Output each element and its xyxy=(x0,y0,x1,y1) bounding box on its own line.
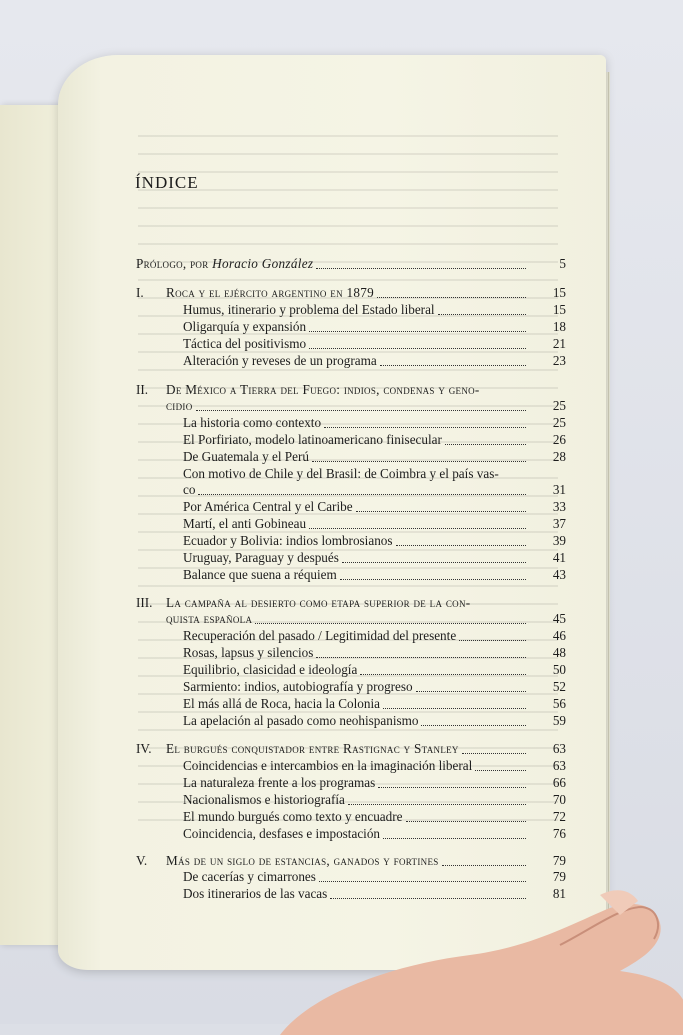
author-name: Horacio González xyxy=(212,256,314,271)
book-page xyxy=(58,55,606,970)
dot-leader xyxy=(309,331,526,332)
page-number: 76 xyxy=(552,826,566,841)
entry-title xyxy=(183,644,313,662)
page-number: 31 xyxy=(552,482,566,497)
toc-entry xyxy=(58,397,606,415)
dot-leader xyxy=(406,821,526,822)
dot-leader xyxy=(475,770,526,771)
toc-entry xyxy=(58,352,606,370)
entry-title-text: El Porfiriato, modelo latinoamericano finisecular xyxy=(183,432,442,447)
entry-title xyxy=(183,757,472,775)
page-number: 41 xyxy=(552,550,566,565)
entry-title-text: Coincidencia, desfases e impostación xyxy=(183,826,381,841)
entry-title xyxy=(183,566,337,584)
page-number: 52 xyxy=(552,679,566,694)
entry-title xyxy=(183,414,321,432)
entry-title xyxy=(183,352,377,370)
entry-title xyxy=(183,549,339,567)
entry-title xyxy=(183,868,316,886)
toc-entry xyxy=(58,515,606,533)
entry-title xyxy=(183,481,195,499)
page-number: 39 xyxy=(552,533,566,548)
hand xyxy=(270,885,683,1035)
toc-entry xyxy=(58,498,606,516)
entry-title xyxy=(183,301,435,319)
dot-leader xyxy=(445,444,526,445)
entry-title xyxy=(136,255,313,273)
entry-title-text: Ecuador y Bolivia: indios lombrosianos xyxy=(183,533,393,548)
page-title: ÍNDICE xyxy=(135,173,199,192)
toc-entry xyxy=(58,318,606,336)
dot-leader xyxy=(319,881,526,882)
page-number: 23 xyxy=(552,353,566,368)
toc-entry xyxy=(58,610,606,628)
dot-leader xyxy=(416,691,526,692)
toc-entry xyxy=(58,791,606,809)
toc-entry xyxy=(58,740,606,758)
entry-title-text: La apelación al pasado como neohispanismo xyxy=(183,713,419,728)
entry-title-text: De Guatemala y el Perú xyxy=(183,449,309,464)
dot-leader xyxy=(377,297,526,298)
dot-leader xyxy=(340,579,526,580)
toc-entry xyxy=(58,284,606,302)
entry-title-text: cidio xyxy=(166,398,193,413)
page-number: 79 xyxy=(552,869,566,884)
entry-title-text: Martí, el anti Gobineau xyxy=(183,516,307,531)
entry-title-text: co xyxy=(183,482,196,497)
toc-entry xyxy=(58,414,606,432)
toc-entry xyxy=(58,757,606,775)
page-number: 63 xyxy=(552,758,566,773)
dot-leader xyxy=(380,365,526,366)
page-number: 33 xyxy=(552,499,566,514)
dot-leader xyxy=(396,545,526,546)
page-number: 63 xyxy=(552,741,566,756)
toc-entry xyxy=(58,431,606,449)
entry-title-text: Coincidencias e intercambios en la imaginación liberal xyxy=(183,758,473,773)
entry-title xyxy=(166,740,459,758)
entry-title-text: De México a Tierra del Fuego: indios, condenas y geno- xyxy=(166,382,480,397)
entry-title xyxy=(166,284,374,302)
page-number: 48 xyxy=(552,645,566,660)
dot-leader xyxy=(438,314,526,315)
entry-title xyxy=(183,515,306,533)
page-number: 66 xyxy=(552,775,566,790)
entry-title xyxy=(166,610,252,628)
toc-entry xyxy=(58,532,606,550)
toc-entry xyxy=(58,481,606,499)
entry-title-text: Equilibrio, clasicidad e ideología xyxy=(183,662,358,677)
page-number: 21 xyxy=(552,336,566,351)
entry-title-text: Roca y el ejército argentino en 1879 xyxy=(166,285,375,300)
page-number: 25 xyxy=(552,398,566,413)
entry-title xyxy=(183,318,306,336)
entry-title-text: Por América Central y el Caribe xyxy=(183,499,353,514)
entry-title-text: La campaña al desierto como etapa superior de la con- xyxy=(166,595,471,610)
entry-title-text: Táctica del positivismo xyxy=(183,336,307,351)
table-of-contents xyxy=(58,55,606,970)
entry-title xyxy=(183,532,393,550)
entry-title-text: Dos itinerarios de las vacas xyxy=(183,886,328,901)
page-number: 45 xyxy=(552,611,566,626)
entry-title xyxy=(183,808,403,826)
page-number: 50 xyxy=(552,662,566,677)
dot-leader xyxy=(348,804,526,805)
dot-leader xyxy=(255,623,526,624)
entry-title-text: Oligarquía y expansión xyxy=(183,319,307,334)
page-number: 72 xyxy=(552,809,566,824)
entry-title xyxy=(183,774,375,792)
toc-entry xyxy=(58,335,606,353)
entry-title xyxy=(183,661,357,679)
toc-entry xyxy=(58,549,606,567)
dot-leader xyxy=(316,657,526,658)
dot-leader xyxy=(342,562,526,563)
page-number: 43 xyxy=(552,567,566,582)
toc-entry xyxy=(58,774,606,792)
entry-title xyxy=(183,448,309,466)
page-number: 59 xyxy=(552,713,566,728)
entry-title xyxy=(183,431,442,449)
dot-leader xyxy=(383,838,526,839)
page-number: 5 xyxy=(559,256,566,271)
entry-title-text: Nacionalismos e historiografía xyxy=(183,792,345,807)
dot-leader xyxy=(196,410,526,411)
entry-title-text: Más de un siglo de estancias, ganados y fortines xyxy=(166,853,439,868)
chapter-number: III. xyxy=(136,595,153,610)
toc-entry xyxy=(58,301,606,319)
entry-title-text: Con motivo de Chile y del Brasil: de Coimbra y el país vas- xyxy=(183,466,499,481)
entry-title-text: El más allá de Roca, hacia la Colonia xyxy=(183,696,381,711)
dot-leader xyxy=(356,511,526,512)
chapter-number: I. xyxy=(136,285,144,300)
entry-title xyxy=(183,825,380,843)
toc-entry xyxy=(58,644,606,662)
toc-entry xyxy=(58,661,606,679)
dot-leader xyxy=(309,528,526,529)
page-number: 15 xyxy=(552,285,566,300)
page-number: 18 xyxy=(552,319,566,334)
entry-title xyxy=(183,627,456,645)
entry-title-text: Balance que suena a réquiem xyxy=(183,567,337,582)
entry-title-text: La naturaleza frente a los programas xyxy=(183,775,376,790)
entry-title-text: Uruguay, Paraguay y después xyxy=(183,550,339,565)
page-number: 46 xyxy=(552,628,566,643)
entry-title-text: Alteración y reveses de un programa xyxy=(183,353,377,368)
entry-title xyxy=(183,791,345,809)
toc-entry xyxy=(58,868,606,886)
dot-leader xyxy=(312,461,526,462)
page-number: 70 xyxy=(552,792,566,807)
entry-title-text: La historia como contexto xyxy=(183,415,322,430)
entry-title xyxy=(183,335,306,353)
page-number: 56 xyxy=(552,696,566,711)
dot-leader xyxy=(459,640,526,641)
page-number: 26 xyxy=(552,432,566,447)
entry-title-text: quista española xyxy=(166,611,253,626)
entry-title xyxy=(183,678,413,696)
entry-title-text: Humus, itinerario y problema del Estado liberal xyxy=(183,302,435,317)
page-number: 15 xyxy=(552,302,566,317)
dot-leader xyxy=(378,787,526,788)
page-number: 37 xyxy=(552,516,566,531)
dot-leader xyxy=(316,268,526,269)
page-number: 79 xyxy=(552,853,566,868)
chapter-number: IV. xyxy=(136,741,152,756)
dot-leader xyxy=(462,753,526,754)
entry-title-text: Sarmiento: indios, autobiografía y progreso xyxy=(183,679,413,694)
toc-entry xyxy=(58,712,606,730)
entry-title xyxy=(183,712,418,730)
dot-leader xyxy=(360,674,526,675)
entry-title-text: El burgués conquistador entre Rastignac y Stanley xyxy=(166,741,459,756)
toc-entry xyxy=(58,678,606,696)
toc-entry xyxy=(58,695,606,713)
toc-entry xyxy=(58,808,606,826)
entry-title-text: Recuperación del pasado / Legitimidad del presente xyxy=(183,628,457,643)
dot-leader xyxy=(324,427,526,428)
dot-leader xyxy=(383,708,526,709)
entry-title xyxy=(166,397,193,415)
page-number: 81 xyxy=(552,886,566,901)
toc-entry xyxy=(58,566,606,584)
toc-entry xyxy=(58,627,606,645)
toc-entry xyxy=(58,448,606,466)
entry-title-text: El mundo burgués como texto y encuadre xyxy=(183,809,403,824)
dot-leader xyxy=(309,348,526,349)
chapter-number: II. xyxy=(136,382,149,397)
page-number: 25 xyxy=(552,415,566,430)
toc-entry xyxy=(58,255,606,273)
entry-title xyxy=(183,498,353,516)
entry-title-text: De cacerías y cimarrones xyxy=(183,869,316,884)
entry-title-text: Prólogo, por xyxy=(136,256,213,271)
entry-title xyxy=(183,695,380,713)
page-number: 28 xyxy=(552,449,566,464)
dot-leader xyxy=(421,725,526,726)
entry-title-text: Rosas, lapsus y silencios xyxy=(183,645,314,660)
dot-leader xyxy=(198,494,526,495)
toc-entry xyxy=(58,825,606,843)
chapter-number: V. xyxy=(136,853,148,868)
dot-leader xyxy=(442,865,526,866)
